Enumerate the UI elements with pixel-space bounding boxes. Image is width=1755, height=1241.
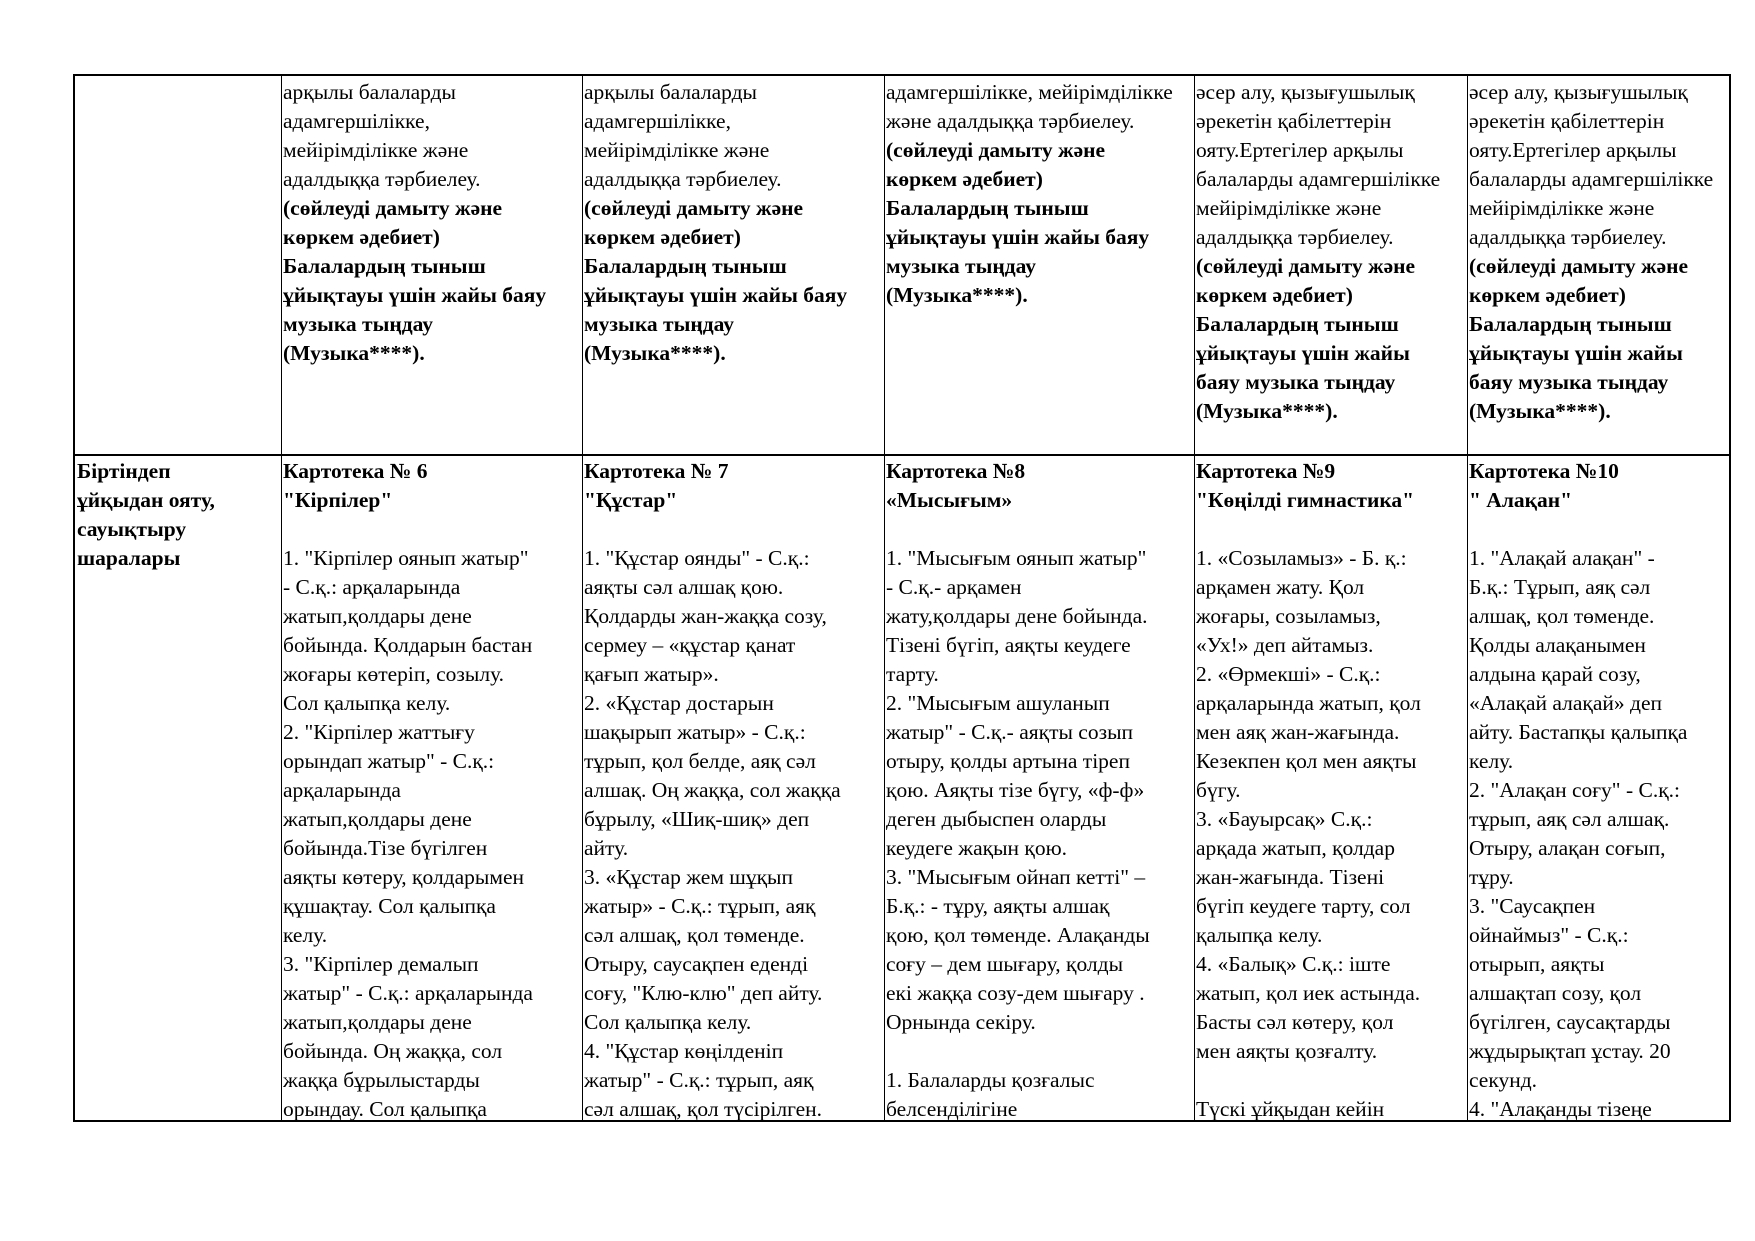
row2-col4-cell bbox=[1196, 457, 1467, 1122]
cell-line: 2. "Алақан соғу" - С.қ.: bbox=[1469, 778, 1681, 802]
cell-line: Картотека №8 bbox=[886, 459, 1026, 483]
cell-line: мен аяқ жан-жағында. bbox=[1196, 720, 1400, 744]
cell-line: көркем әдебиет) bbox=[584, 225, 741, 249]
cell-line: келу. bbox=[283, 923, 328, 947]
cell-line: жатып,қолдары дене bbox=[283, 807, 472, 831]
cell-line: жатып,қолдары дене bbox=[283, 604, 472, 628]
cell-line: Б.қ.: Тұрып, аяқ сәл bbox=[1469, 575, 1651, 599]
cell-line: екі жаққа созу-дем шығару . bbox=[886, 981, 1145, 1005]
cell-line: сауықтыру bbox=[77, 517, 187, 541]
cell-line: алшақ, қол төменде. bbox=[1469, 604, 1655, 628]
cell-line: Қолдарды жан-жаққа созу, bbox=[584, 604, 827, 628]
cell-line: (Музыка****). bbox=[886, 283, 1028, 307]
cell-line: Сол қалыпқа келу. bbox=[283, 691, 451, 715]
cell-line: тұру. bbox=[1469, 865, 1514, 889]
cell-line: "Көңілді гимнастика" bbox=[1196, 488, 1415, 512]
cell-line: «Мысығым» bbox=[886, 488, 1013, 512]
cell-line: Картотека № 6 bbox=[283, 459, 428, 483]
cell-line: (сөйлеуді дамыту және bbox=[1196, 254, 1416, 278]
cell-line: адамгершілікке, мейірімділікке bbox=[886, 80, 1173, 104]
cell-line: арқамен жату. Қол bbox=[1196, 575, 1365, 599]
cell-line: 1. "Құстар оянды" - С.қ.: bbox=[584, 546, 810, 570]
cell-line: шақырып жатыр» - С.қ.: bbox=[584, 720, 806, 744]
cell-line: ұйықтауы үшін жайы баяу bbox=[584, 283, 848, 307]
cell-line: қағып жатыр». bbox=[584, 662, 719, 686]
cell-line: музыка тыңдау bbox=[886, 254, 1037, 278]
cell-line: (Музыка****). bbox=[584, 341, 726, 365]
cell-line: аяқты көтеру, қолдарымен bbox=[283, 865, 525, 889]
cell-line: бойында.Тізе бүгілген bbox=[283, 836, 488, 860]
cell-line: (сөйлеуді дамыту және bbox=[886, 138, 1106, 162]
cell-line bbox=[1469, 515, 1731, 544]
cell-line: адалдыққа тәрбиелеу. bbox=[1196, 225, 1394, 249]
cell-line: 3. "Мысығым ойнап кетті" – bbox=[886, 865, 1146, 889]
cell-line: мейірімділікке және bbox=[1469, 196, 1655, 220]
cell-line: жатыр» - С.қ.: тұрып, аяқ bbox=[584, 894, 816, 918]
cell-line: Отыру, саусақпен еденді bbox=[584, 952, 809, 976]
cell-line: Сол қалыпқа келу. bbox=[584, 1010, 752, 1034]
column-divider bbox=[582, 76, 583, 1120]
cell-line: арқылы балаларды bbox=[584, 80, 757, 104]
cell-line: әсер алу, қызығушылық bbox=[1196, 80, 1415, 104]
cell-line: Басты сәл көтеру, қол bbox=[1196, 1010, 1394, 1034]
cell-line: Балалардың тыныш bbox=[1469, 312, 1672, 336]
cell-line: орындау. Сол қалыпқа bbox=[283, 1097, 487, 1121]
cell-line: жатыр" - С.қ.: арқаларында bbox=[283, 981, 533, 1005]
row1-col2-cell bbox=[584, 78, 884, 452]
cell-line: тарту. bbox=[886, 662, 939, 686]
cell-line: бүгілген, саусақтарды bbox=[1469, 1010, 1671, 1034]
cell-line: мейірімділікке және bbox=[584, 138, 770, 162]
cell-line: 2. «Құстар достарын bbox=[584, 691, 774, 715]
cell-line: Түскі ұйқыдан кейін bbox=[1196, 1097, 1385, 1121]
cell-line: бүгіп кеудеге тарту, сол bbox=[1196, 894, 1411, 918]
cell-line: жаққа бұрылыстарды bbox=[283, 1068, 480, 1092]
row1-col1-cell bbox=[283, 78, 582, 452]
cell-line: жан-жағында. Тізені bbox=[1196, 865, 1385, 889]
cell-line: айту. Бастапқы қалыпқа bbox=[1469, 720, 1688, 744]
cell-line: сәл алшақ, қол төменде. bbox=[584, 923, 805, 947]
cell-line: мейірімділікке және bbox=[283, 138, 469, 162]
cell-line: (Музыка****). bbox=[283, 341, 425, 365]
cell-line: бойында. Қолдарын бастан bbox=[283, 633, 533, 657]
cell-line: «Ух!» деп айтамыз. bbox=[1196, 633, 1374, 657]
row1-col4-cell bbox=[1196, 78, 1467, 452]
row2-col5-cell bbox=[1469, 457, 1731, 1122]
cell-line bbox=[1196, 515, 1467, 544]
cell-line: құшақтау. Сол қалыпқа bbox=[283, 894, 496, 918]
cell-line: - С.қ.: арқаларында bbox=[283, 575, 461, 599]
cell-line: 3. «Құстар жем шұқып bbox=[584, 865, 794, 889]
cell-line: 1. Балаларды қозғалыс bbox=[886, 1068, 1095, 1092]
row2-col2-cell bbox=[584, 457, 884, 1122]
cell-line: адалдыққа тәрбиелеу. bbox=[1469, 225, 1667, 249]
cell-line: бойында. Оң жаққа, сол bbox=[283, 1039, 503, 1063]
cell-line: секунд. bbox=[1469, 1068, 1538, 1092]
cell-line: көркем әдебиет) bbox=[886, 167, 1043, 191]
cell-line: шаралары bbox=[77, 546, 181, 570]
cell-line: Картотека №9 bbox=[1196, 459, 1336, 483]
cell-line: айту. bbox=[584, 836, 629, 860]
cell-line: отыру, қолды артына тіреп bbox=[886, 749, 1130, 773]
cell-line: балаларды адамгершілікке bbox=[1196, 167, 1441, 191]
cell-line: "Құстар" bbox=[584, 488, 678, 512]
cell-line: адамгершілікке, bbox=[283, 109, 430, 133]
cell-line: жоғары, созыламыз, bbox=[1196, 604, 1381, 628]
cell-line bbox=[584, 515, 884, 544]
cell-line: тұрып, қол белде, аяқ сәл bbox=[584, 749, 816, 773]
cell-line: тұрып, аяқ сәл алшақ. bbox=[1469, 807, 1670, 831]
cell-line: Б.қ.: - тұру, аяқты алшақ bbox=[886, 894, 1110, 918]
column-divider bbox=[884, 76, 885, 1120]
cell-line: жатып, қол иек астында. bbox=[1196, 981, 1421, 1005]
cell-line: алшақ. Оң жаққа, сол жаққа bbox=[584, 778, 841, 802]
cell-line: отырып, аяқты bbox=[1469, 952, 1605, 976]
cell-line: жатыр" - С.қ.: тұрып, аяқ bbox=[584, 1068, 814, 1092]
cell-line: жұдырықтап ұстау. 20 bbox=[1469, 1039, 1671, 1063]
cell-line: жоғары көтеріп, созылу. bbox=[283, 662, 505, 686]
cell-line: жатып,қолдары дене bbox=[283, 1010, 472, 1034]
cell-line: 2. «Өрмекші» - С.қ.: bbox=[1196, 662, 1381, 686]
cell-line: 4. "Алақанды тізеңе bbox=[1469, 1097, 1652, 1121]
cell-line: мейірімділікке және bbox=[1196, 196, 1382, 220]
cell-line: Біртіндеп bbox=[77, 459, 171, 483]
cell-line: «Алақай алақай» деп bbox=[1469, 691, 1663, 715]
cell-line: алшақтап созу, қол bbox=[1469, 981, 1642, 1005]
column-divider bbox=[1467, 76, 1468, 1120]
cell-line: Қолды алақанымен bbox=[1469, 633, 1646, 657]
cell-line: 1. "Мысығым оянып жатыр" bbox=[886, 546, 1147, 570]
cell-line: (сөйлеуді дамыту және bbox=[283, 196, 503, 220]
row1-col3-cell bbox=[886, 78, 1194, 452]
cell-line: 4. «Балық» С.қ.: іште bbox=[1196, 952, 1391, 976]
cell-line: арқада жатып, қолдар bbox=[1196, 836, 1395, 860]
cell-line: Тізені бүгіп, аяқты кеудеге bbox=[886, 633, 1131, 657]
cell-line: ұйықтауы үшін жайы bbox=[1469, 341, 1683, 365]
cell-line: деген дыбыспен оларды bbox=[886, 807, 1107, 831]
cell-line: сәл алшақ, қол түсірілген. bbox=[584, 1097, 823, 1121]
cell-line: музыка тыңдау bbox=[584, 312, 735, 336]
cell-line: (Музыка****). bbox=[1196, 399, 1338, 423]
cell-line: келу. bbox=[1469, 749, 1514, 773]
cell-line: (Музыка****). bbox=[1469, 399, 1611, 423]
cell-line: белсенділігіне bbox=[886, 1097, 1018, 1121]
cell-line bbox=[283, 515, 582, 544]
cell-line bbox=[1196, 1066, 1467, 1095]
row-divider bbox=[75, 454, 1729, 456]
cell-line: арқаларында жатып, қол bbox=[1196, 691, 1421, 715]
row2-col3-cell bbox=[886, 457, 1194, 1122]
cell-line: алдына қарай созу, bbox=[1469, 662, 1641, 686]
cell-line: әрекетін қабілеттерін bbox=[1196, 109, 1392, 133]
cell-line bbox=[886, 515, 1194, 544]
cell-line: ояту.Ертегілер арқылы bbox=[1196, 138, 1404, 162]
cell-line: ұйықтауы үшін жайы баяу bbox=[886, 225, 1150, 249]
cell-line: 1. "Алақай алақан" - bbox=[1469, 546, 1655, 570]
cell-line: Балалардың тыныш bbox=[1196, 312, 1399, 336]
cell-line: - С.қ.- арқамен bbox=[886, 575, 1022, 599]
cell-line: Картотека № 7 bbox=[584, 459, 729, 483]
cell-line: 3. "Кірпілер демалып bbox=[283, 952, 479, 976]
row2-label-cell bbox=[77, 457, 281, 1122]
cell-line: ойнаймыз" - С.қ.: bbox=[1469, 923, 1629, 947]
cell-line: қою, қол төменде. Алақанды bbox=[886, 923, 1150, 947]
column-divider bbox=[281, 76, 282, 1120]
cell-line: орындап жатыр" - С.қ.: bbox=[283, 749, 495, 773]
cell-line bbox=[886, 1037, 1194, 1066]
cell-line: аяқты сәл алшақ қою. bbox=[584, 575, 784, 599]
cell-line: ояту.Ертегілер арқылы bbox=[1469, 138, 1677, 162]
cell-line: көркем әдебиет) bbox=[283, 225, 440, 249]
cell-line: музыка тыңдау bbox=[283, 312, 434, 336]
cell-line: арқаларында bbox=[283, 778, 401, 802]
cell-line: Орнында секіру. bbox=[886, 1010, 1036, 1034]
cell-line: адамгершілікке, bbox=[584, 109, 731, 133]
cell-line: бүгу. bbox=[1196, 778, 1241, 802]
cell-line: ұйықтауы үшін жайы bbox=[1196, 341, 1410, 365]
cell-line: соғу – дем шығару, қолды bbox=[886, 952, 1124, 976]
cell-line: 3. "Саусақпен bbox=[1469, 894, 1596, 918]
row1-col5-cell bbox=[1469, 78, 1731, 452]
cell-line: қою. Аяқты тізе бүгу, «ф-ф» bbox=[886, 778, 1145, 802]
cell-line: әрекетін қабілеттерін bbox=[1469, 109, 1665, 133]
cell-line: көркем әдебиет) bbox=[1196, 283, 1353, 307]
cell-line: адалдыққа тәрбиелеу. bbox=[584, 167, 782, 191]
schedule-table bbox=[73, 74, 1731, 1122]
cell-line: арқылы балаларды bbox=[283, 80, 456, 104]
cell-line: Балалардың тыныш bbox=[283, 254, 486, 278]
cell-line: 1. "Кірпілер оянып жатыр" bbox=[283, 546, 529, 570]
cell-line: жатыр" - С.қ.- аяқты созып bbox=[886, 720, 1134, 744]
cell-line: балаларды адамгершілікке bbox=[1469, 167, 1714, 191]
cell-line: баяу музыка тыңдау bbox=[1196, 370, 1396, 394]
cell-line: баяу музыка тыңдау bbox=[1469, 370, 1669, 394]
cell-line: ұйықтауы үшін жайы баяу bbox=[283, 283, 547, 307]
cell-line: (сөйлеуді дамыту және bbox=[584, 196, 804, 220]
cell-line: Балалардың тыныш bbox=[886, 196, 1089, 220]
cell-line: көркем әдебиет) bbox=[1469, 283, 1626, 307]
cell-line: 2. "Мысығым ашуланып bbox=[886, 691, 1110, 715]
cell-line: 2. "Кірпілер жаттығу bbox=[283, 720, 475, 744]
column-divider bbox=[1194, 76, 1195, 1120]
cell-line: " Алақан" bbox=[1469, 488, 1573, 512]
cell-line: адалдыққа тәрбиелеу. bbox=[283, 167, 481, 191]
cell-line: қалыпқа келу. bbox=[1196, 923, 1323, 947]
cell-line: 4. "Құстар көңілденіп bbox=[584, 1039, 784, 1063]
cell-line: Отыру, алақан соғып, bbox=[1469, 836, 1666, 860]
cell-line: ұйқыдан ояту, bbox=[77, 488, 215, 512]
cell-line: Картотека №10 bbox=[1469, 459, 1619, 483]
cell-line: бұрылу, «Шиқ-шиқ» деп bbox=[584, 807, 810, 831]
row2-col1-cell bbox=[283, 457, 582, 1122]
cell-line: әсер алу, қызығушылық bbox=[1469, 80, 1688, 104]
cell-line: (сөйлеуді дамыту және bbox=[1469, 254, 1689, 278]
cell-line: және адалдыққа тәрбиелеу. bbox=[886, 109, 1135, 133]
cell-line: жату,қолдары дене бойында. bbox=[886, 604, 1148, 628]
cell-line: "Кірпілер" bbox=[283, 488, 393, 512]
cell-line: Балалардың тыныш bbox=[584, 254, 787, 278]
cell-line: 3. «Бауырсақ» С.қ.: bbox=[1196, 807, 1373, 831]
cell-line: сермеу – «құстар қанат bbox=[584, 633, 796, 657]
cell-line: соғу, "Клю-клю" деп айту. bbox=[584, 981, 823, 1005]
cell-line: Кезекпен қол мен аяқты bbox=[1196, 749, 1417, 773]
cell-line: мен аяқты қозғалту. bbox=[1196, 1039, 1378, 1063]
cell-line: 1. «Созыламыз» - Б. қ.: bbox=[1196, 546, 1407, 570]
cell-line: кеудеге жақын қою. bbox=[886, 836, 1068, 860]
